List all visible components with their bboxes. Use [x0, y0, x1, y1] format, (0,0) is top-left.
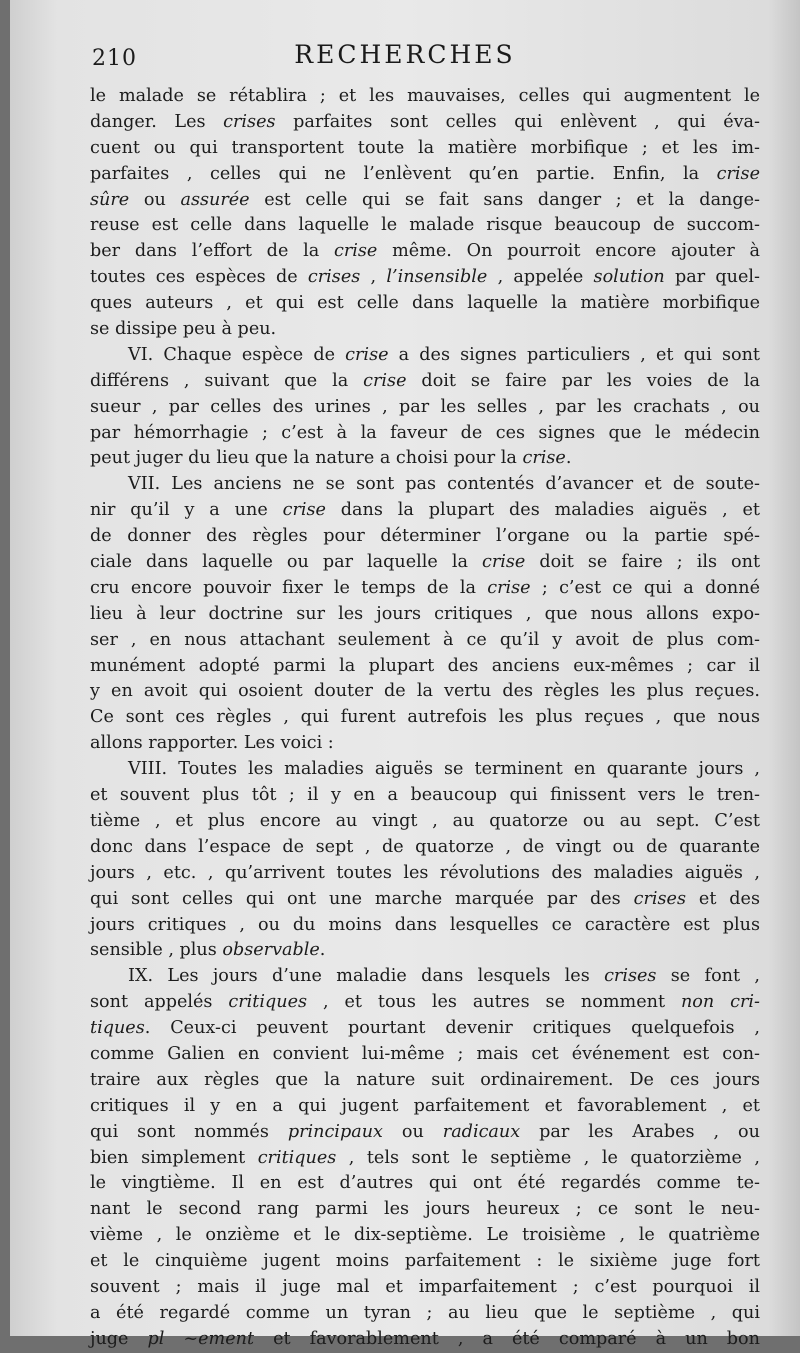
- text-line: vième , le onzième et le dix-septième. Le troisième , le quatrième: [90, 1225, 760, 1246]
- text-line: jours , etc. , qu’arrivent toutes les révolutions des maladies aiguës ,: [90, 862, 760, 883]
- text-line: munément adopté parmi la plupart des anciens eux-mêmes ; car il: [90, 655, 760, 676]
- page-header: [10, 38, 800, 78]
- text-line: y en avoit qui osoient douter de la vertu des règles les plus reçues.: [90, 681, 760, 702]
- text-line: qui sont celles qui ont une marche marquée par des crises et des: [90, 888, 761, 909]
- text-line: se dissipe peu à peu.: [90, 319, 277, 340]
- text-line: parfaites , celles qui ne l’enlèvent qu’en partie. Enfin, la crise: [90, 163, 760, 184]
- text-line: IX. Les jours d’une maladie dans lesquels les crises se font ,: [128, 966, 760, 987]
- text-line: bien simplement critiques , tels sont le septième , le quatorzième ,: [90, 1147, 760, 1168]
- text-line: lieu à leur doctrine sur les jours critiques , que nous allons expo-: [90, 603, 760, 624]
- text-line: et le cinquième jugent moins parfaitement : le sixième juge fort: [90, 1251, 760, 1272]
- text-line: tième , et plus encore au vingt , au quatorze ou au sept. C’est: [90, 810, 760, 831]
- text-line: jours critiques , ou du moins dans lesquelles ce caractère est plus: [90, 914, 760, 935]
- text-line: danger. Les crises parfaites sont celles qui enlèvent , qui éva-: [90, 111, 760, 132]
- text-line: ques auteurs , et qui est celle dans laquelle la matière morbifique: [90, 293, 760, 314]
- text-line: reuse est celle dans laquelle le malade risque beaucoup de succom-: [90, 215, 760, 236]
- text-line: toutes ces espèces de crises , l’insensible , appelée solution par quel-: [90, 267, 760, 288]
- text-line: sensible , plus observable.: [90, 940, 326, 961]
- page-number: 210: [92, 46, 137, 71]
- text-line: VIII. Toutes les maladies aiguës se terminent en quarante jours ,: [128, 759, 760, 780]
- text-line: tiques. Ceux-ci peuvent pourtant devenir critiques quelquefois ,: [90, 1018, 760, 1039]
- text-line: allons rapporter. Les voici :: [90, 733, 334, 754]
- text-line: cuent ou qui transportent toute la matière morbifique ; et les im-: [90, 137, 760, 158]
- text-line: le vingtième. Il en est d’autres qui ont été regardés comme te-: [90, 1173, 760, 1194]
- text-line: Ce sont ces règles , qui furent autrefois les plus reçues , que nous: [90, 707, 760, 728]
- text-line: et souvent plus tôt ; il y en a beaucoup qui finissent vers le tren-: [90, 785, 760, 806]
- text-line: VII. Les anciens ne se sont pas contentés d’avancer et de soute-: [128, 474, 760, 495]
- text-line: ber dans l’effort de la crise même. On pourroit encore ajouter à: [90, 241, 760, 262]
- text-line: nir qu’il y a une crise dans la plupart des maladies aiguës , et: [90, 500, 761, 521]
- text-line: VI. Chaque espèce de crise a des signes particuliers , et qui sont: [128, 344, 761, 365]
- text-line: nant le second rang parmi les jours heureux ; ce sont le neu-: [90, 1199, 760, 1220]
- text-line: a été regardé comme un tyran ; au lieu que le septième , qui: [90, 1302, 760, 1323]
- text-line: ser , en nous attachant seulement à ce qu’il y avoit de plus com-: [90, 629, 760, 650]
- text-line: sueur , par celles des urines , par les selles , par les crachats , ou: [90, 396, 760, 417]
- text-line: par hémorrhagie ; c’est à la faveur de ces signes que le médecin: [90, 422, 760, 443]
- text-line: sûre ou assurée est celle qui se fait sans danger ; et la dange-: [90, 189, 761, 210]
- text-line: juge pl ~ement et favorablement , a été comparé à un bon: [90, 1328, 760, 1349]
- text-line: de donner des règles pour déterminer l’organe ou la partie spé-: [90, 526, 760, 547]
- text-line: critiques il y en a qui jugent parfaitement et favorablement , et: [90, 1095, 760, 1116]
- text-line: peut juger du lieu que la nature a choisi pour la crise.: [90, 448, 572, 469]
- running-title: RECHERCHES: [294, 40, 516, 69]
- body-text: [90, 84, 760, 1353]
- text-line: comme Galien en convient lui-même ; mais cet événement est con-: [90, 1043, 760, 1064]
- text-line: donc dans l’espace de sept , de quatorze , de vingt ou de quarante: [90, 836, 760, 857]
- book-page: [10, 0, 800, 1349]
- text-line: qui sont nommés principaux ou radicaux par les Arabes , ou: [90, 1121, 760, 1142]
- text-line: sont appelés critiques , et tous les autres se nomment non cri-: [90, 992, 760, 1013]
- text-line: cru encore pouvoir fixer le temps de la crise ; c’est ce qui a donné: [90, 577, 760, 598]
- text-line: traire aux règles que la nature suit ordinairement. De ces jours: [90, 1069, 760, 1090]
- text-line: différens , suivant que la crise doit se faire par les voies de la: [90, 370, 760, 391]
- text-line: ciale dans laquelle ou par laquelle la crise doit se faire ; ils ont: [90, 552, 761, 573]
- text-line: le malade se rétablira ; et les mauvaises, celles qui augmentent le: [90, 86, 760, 106]
- text-line: souvent ; mais il juge mal et imparfaitement ; c’est pourquoi il: [90, 1276, 760, 1297]
